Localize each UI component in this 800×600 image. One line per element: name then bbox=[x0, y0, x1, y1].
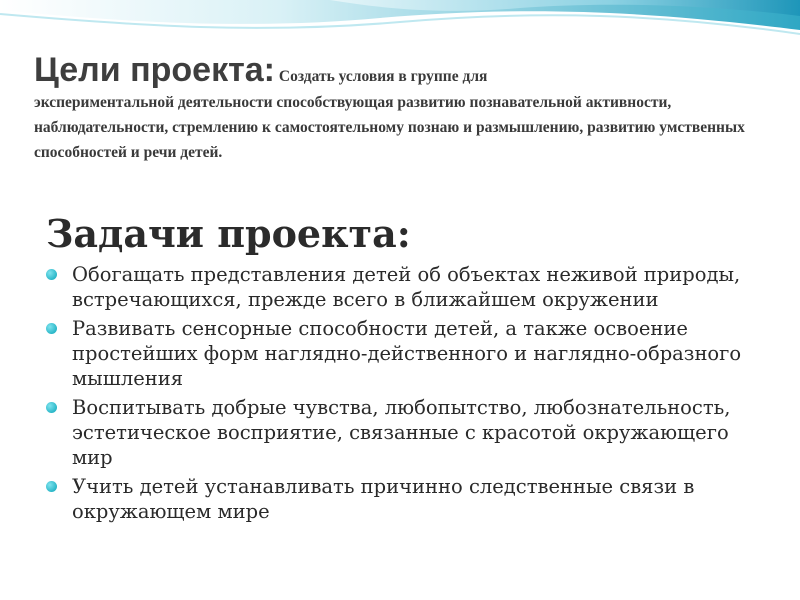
task-item bbox=[46, 316, 766, 391]
tasks-list bbox=[46, 262, 766, 528]
bullet-icon bbox=[46, 269, 57, 280]
goals-text: экспериментальной деятельности способствующая развитию познавательной активности, наблюдательности, стремлению к самостоятельному познаю и размышлению, развитию умственных способностей и речи детей. bbox=[34, 94, 745, 161]
tasks-heading: Задачи проекта: bbox=[46, 211, 411, 256]
task-item bbox=[46, 262, 766, 312]
task-text: Воспитывать добрые чувства, любопытство, любознательность, эстетическое восприятие, связанные с красотой окружающего мир bbox=[72, 396, 731, 469]
bullet-icon bbox=[46, 402, 57, 413]
wave-decoration bbox=[0, 0, 800, 50]
bullet-icon bbox=[46, 323, 57, 334]
goals-text-first: Создать условия в группе для bbox=[278, 68, 488, 85]
goals-block bbox=[34, 50, 764, 165]
task-text: Учить детей устанавливать причинно следственные связи в окружающем мире bbox=[72, 475, 695, 523]
task-item bbox=[46, 395, 766, 470]
task-text: Развивать сенсорные способности детей, а также освоение простейших форм наглядно-действенного и наглядно-образного мышления bbox=[72, 317, 742, 390]
bullet-icon bbox=[46, 481, 57, 492]
task-item bbox=[46, 474, 766, 524]
goals-heading: Цели проекта: bbox=[34, 51, 275, 89]
task-text: Обогащать представления детей об объектах неживой природы, встречающихся, прежде всего в ближайшем окружении bbox=[72, 263, 741, 311]
